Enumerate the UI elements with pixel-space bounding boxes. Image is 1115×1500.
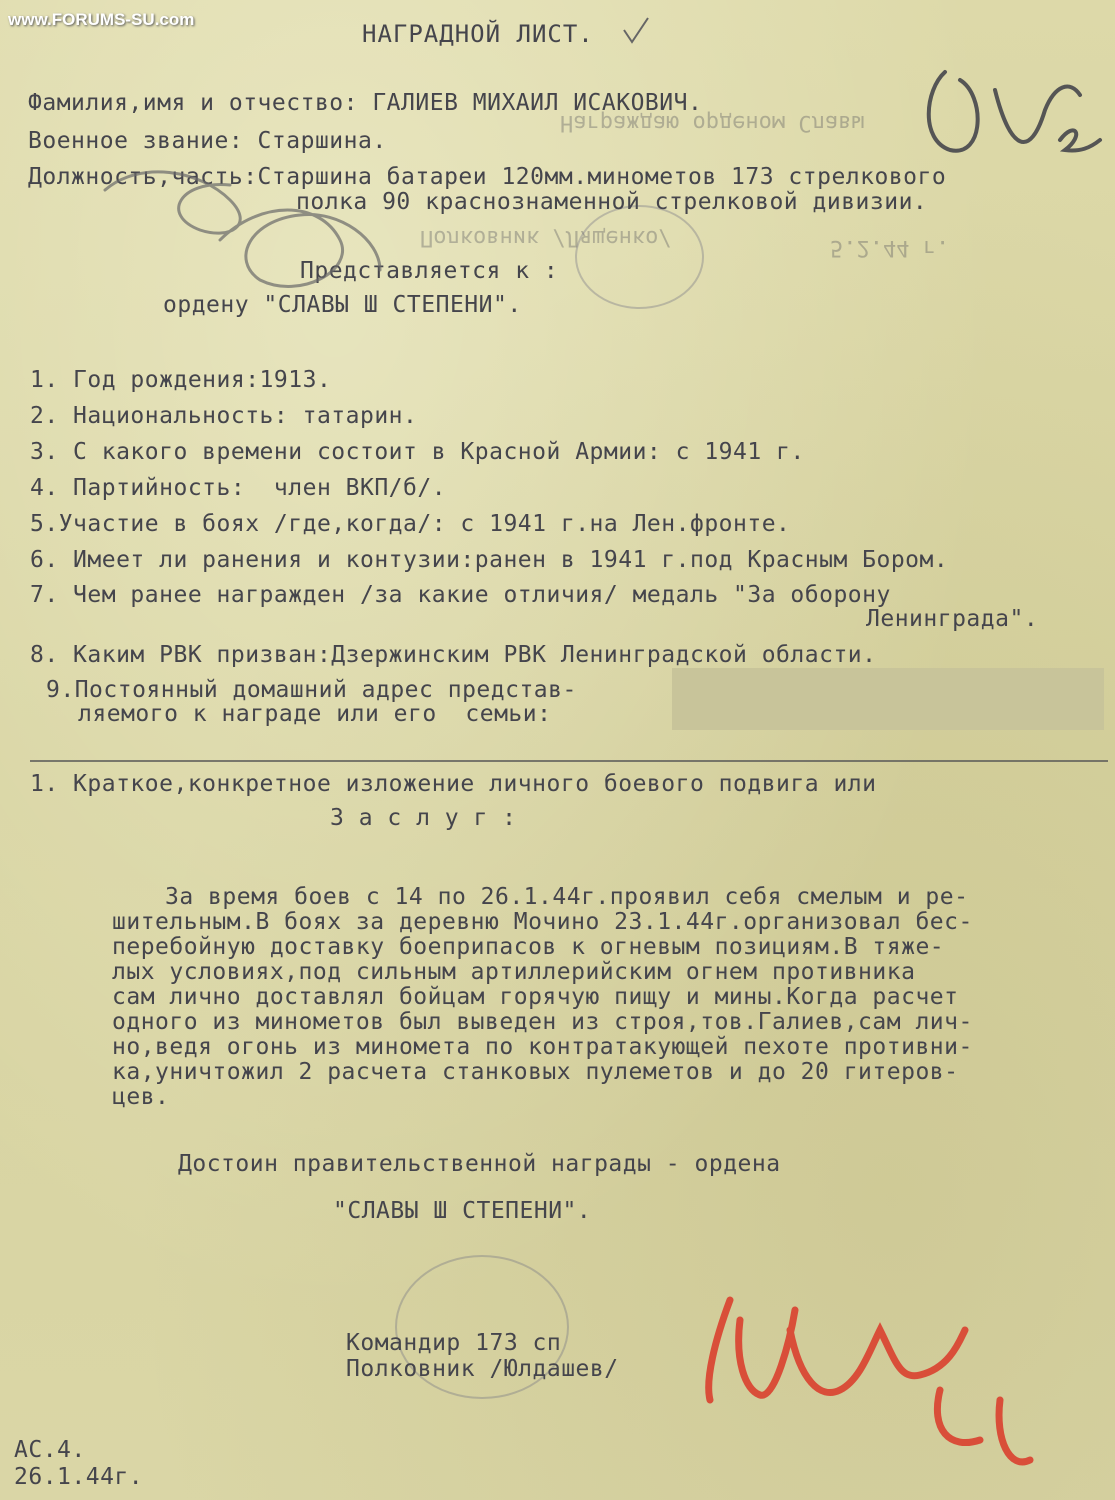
footer-code: АС.4. xyxy=(14,1437,86,1463)
document-title: НАГРАДНОЙ ЛИСТ. xyxy=(362,20,594,48)
item-prior-awards-cont: Ленинграда". xyxy=(866,606,1039,632)
item-conscription: 8. Каким РВК призван:Дзержинским РВК Ленинградской области. xyxy=(30,642,877,668)
signature-title: Командир 173 сп xyxy=(346,1330,562,1356)
order-line: ордену "СЛАВЫ Ш СТЕПЕНИ". xyxy=(163,292,522,318)
body-line-8: ка,уничтожил 2 расчета станковых пулеметов и до 20 гитеров- xyxy=(112,1059,959,1085)
item-service-since: 3. С какого времени состоит в Красной Армии: с 1941 г. xyxy=(30,439,805,465)
item-birth-year: 1. Год рождения:1913. xyxy=(30,367,332,393)
pencil-number-mark xyxy=(929,72,1100,151)
item-address-1: 9.Постоянный домашний адрес представ- xyxy=(46,677,577,703)
item-party: 4. Партийность: член ВКП/б/. xyxy=(30,475,447,501)
body-line-6: одного из минометов был выведен из строя,тов.Галиев,сам лич- xyxy=(112,1009,973,1035)
body-line-1: За время боев с 14 по 26.1.44г.проявил себя смелым и ре- xyxy=(165,884,969,910)
red-signature xyxy=(709,1300,1030,1462)
conclusion-line-1: Достоин правительственной награды - ордена xyxy=(178,1151,781,1177)
section-subheading: З а с л у г : xyxy=(330,805,517,831)
body-line-7: но,ведя огонь из миномета по контратакующей пехоте противни- xyxy=(112,1034,973,1060)
body-line-4: лых условиях,под сильным артиллерийским огнем противника xyxy=(112,959,916,985)
section-heading: 1. Краткое,конкретное изложение личного боевого подвига или xyxy=(30,771,877,797)
position-line-1: Должность,часть:Старшина батареи 120мм.минометов 173 стрелкового xyxy=(28,164,947,190)
pencil-scribble xyxy=(105,172,380,287)
body-line-5: сам лично доставлял бойцам горячую пищу и мины.Когда расчет xyxy=(112,984,959,1010)
item-wounds: 6. Имеет ли ранения и контузии:ранен в 1941 г.под Красным Бором. xyxy=(30,547,949,573)
item-prior-awards: 7. Чем ранее награжден /за какие отличия/ медаль "За оборону xyxy=(30,582,891,608)
bleed-through-text-2: Полковник /Лященко/ xyxy=(420,225,672,250)
body-line-2: шительным.В боях за деревню Мочино 23.1.44г.организовал бес- xyxy=(112,909,973,935)
body-line-3: перебойную доставку боеприпасов к огневым позициям.В тяже- xyxy=(112,934,945,960)
check-mark-icon xyxy=(624,18,648,42)
item-battles: 5.Участие в боях /где,когда/: с 1941 г.на Лен.фронте. xyxy=(30,511,791,537)
signature-name: Полковник /Юлдашев/ xyxy=(346,1356,619,1382)
footer-date: 26.1.44г. xyxy=(14,1464,144,1490)
item-address-2: ляемого к награде или его семьи: xyxy=(78,701,552,727)
rank-line: Военное звание: Старшина. xyxy=(28,128,387,154)
bleed-through-date: 5.2.44 г. xyxy=(830,235,950,260)
presented-to-line: Представляется к : xyxy=(300,258,559,284)
bleed-through-text-1: Награждаю орденом Славы xyxy=(560,110,865,135)
name-line: Фамилия,имя и отчество: ГАЛИЕВ МИХАИЛ ИСАКОВИЧ. xyxy=(28,90,703,116)
site-watermark: www.FORUMS-SU.com xyxy=(8,10,195,29)
conclusion-line-2: "СЛАВЫ Ш СТЕПЕНИ". xyxy=(333,1198,592,1224)
item-nationality: 2. Национальность: татарин. xyxy=(30,403,418,429)
position-line-2: полка 90 краснознаменной стрелковой дивизии. xyxy=(296,189,928,215)
body-line-9: цев. xyxy=(112,1084,170,1110)
